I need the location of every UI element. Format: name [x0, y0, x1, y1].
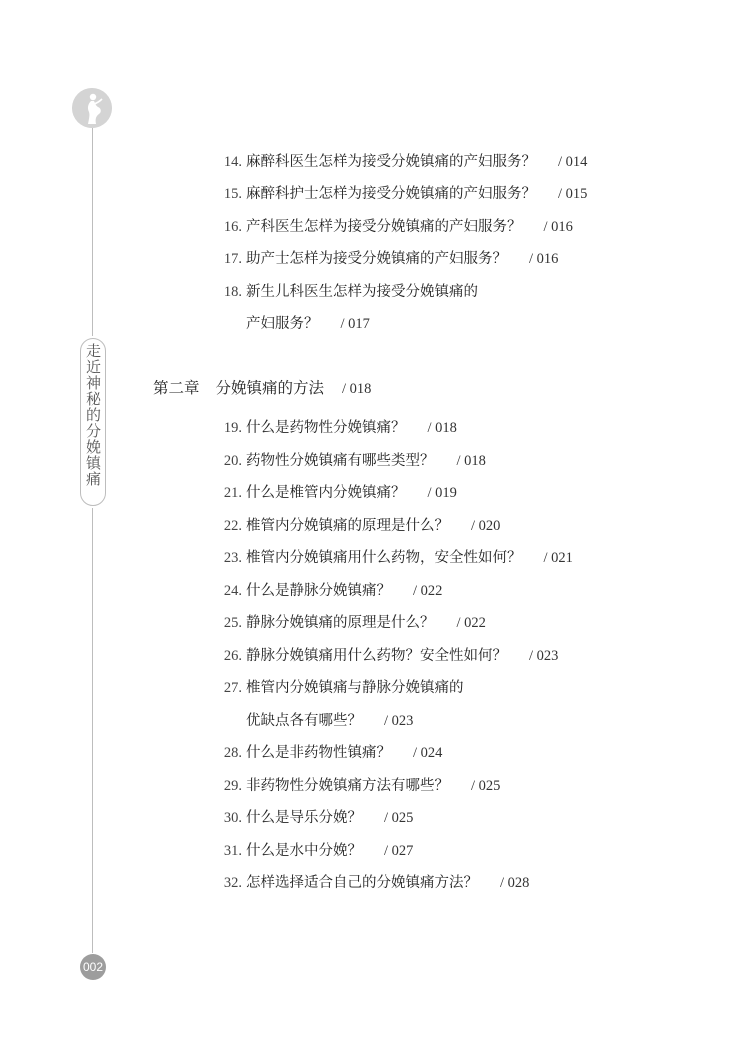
toc-entry-number: 25. — [223, 615, 242, 631]
toc-entry-page: / 023 — [529, 647, 559, 664]
toc-entry-number: 27. — [223, 680, 242, 696]
toc-entry-number: 28. — [223, 745, 242, 761]
book-title-text: 走近神秘的分娩镇痛 — [84, 343, 102, 487]
toc-entry-number: 22. — [223, 517, 242, 534]
chapter-page: / 018 — [342, 381, 372, 397]
toc-entry-number: 20. — [223, 452, 242, 469]
toc-entry-title: 产科医生怎样为接受分娩镇痛的产妇服务？ — [246, 218, 522, 235]
chapter-name: 分娩镇痛的方法 — [215, 379, 325, 397]
toc-entry-title: 优缺点各有哪些？ — [246, 712, 362, 729]
toc-entry-title: 非药物性分娩镇痛方法有哪些？ — [246, 777, 449, 794]
toc-entry-text — [246, 678, 486, 698]
toc-entry-title: 怎样选择适合自己的分娩镇痛方法？ — [246, 875, 478, 891]
toc-entry-number: 19. — [223, 420, 242, 436]
toc-entry-number: 16. — [223, 218, 242, 235]
toc-entry-title: 麻醉科护士怎样为接受分娩镇痛的产妇服务？ — [246, 186, 536, 203]
toc-entry-title: 静脉分娩镇痛用什么药物？安全性如何？ — [246, 647, 507, 664]
toc-entry-page: / 016 — [529, 251, 559, 268]
toc-entry-text — [246, 314, 370, 334]
toc-entry-title: 椎管内分娩镇痛的原理是什么？ — [246, 517, 449, 534]
toc-entry-text — [246, 743, 442, 763]
toc-entry-page: / 017 — [340, 316, 370, 332]
toc-entry-number: 23. — [223, 550, 242, 566]
toc-entry-page: / 023 — [384, 712, 414, 729]
toc-entry-title: 什么是静脉分娩镇痛？ — [246, 582, 391, 599]
toc-entry-number: 21. — [223, 485, 242, 501]
toc-entry-number: 31. — [223, 842, 242, 859]
toc-entry-page: / 019 — [427, 485, 457, 501]
toc-entry-number: 14. — [223, 154, 242, 170]
toc-entry-text — [246, 282, 500, 302]
toc-entry-text — [246, 249, 558, 269]
toc-entry-title: 什么是水中分娩？ — [246, 842, 362, 859]
sidebar-line-top — [92, 128, 93, 336]
toc-entry-title: 助产士怎样为接受分娩镇痛的产妇服务？ — [246, 251, 507, 268]
toc-entry-title: 什么是椎管内分娩镇痛？ — [246, 485, 406, 501]
toc-entry-text — [246, 808, 413, 828]
toc-entry-text — [246, 613, 486, 633]
toc-entry-title: 什么是非药物性镇痛？ — [246, 745, 391, 761]
toc-entry-page: / 016 — [543, 218, 573, 235]
toc-entry-text — [246, 776, 500, 796]
toc-entry-text — [246, 516, 500, 536]
book-title-vertical — [80, 338, 106, 506]
toc-entry-title: 什么是导乐分娩？ — [246, 810, 362, 826]
toc-entry-text — [246, 483, 457, 503]
sidebar-line-bottom — [92, 508, 93, 953]
toc-entry-page: / 014 — [558, 154, 588, 170]
toc-entry-text — [246, 418, 457, 438]
toc-entry-page: / 025 — [384, 810, 414, 826]
toc-entry-number: 24. — [223, 582, 242, 599]
toc-entry-title: 椎管内分娩镇痛与静脉分娩镇痛的 — [246, 680, 464, 696]
pregnant-woman-logo-icon — [72, 88, 112, 128]
toc-entry-page: / 018 — [456, 452, 486, 469]
toc-entry-number: 18. — [223, 283, 242, 300]
toc-entry-title: 静脉分娩镇痛的原理是什么？ — [246, 615, 435, 631]
toc-entry-page: / 018 — [427, 420, 457, 436]
toc-entry-title: 麻醉科医生怎样为接受分娩镇痛的产妇服务？ — [246, 154, 536, 170]
toc-entry-text — [246, 841, 413, 861]
toc-entry-text — [246, 581, 442, 601]
toc-entry-page: / 020 — [471, 517, 501, 534]
toc-entry-page: / 028 — [500, 875, 530, 891]
toc-entry-text — [246, 152, 587, 172]
page-number-badge — [80, 954, 106, 980]
chapter-label: 第二章 — [153, 379, 200, 397]
toc-entry-number: 17. — [223, 251, 242, 268]
toc-entry-text — [246, 184, 587, 204]
toc-entry-title: 药物性分娩镇痛有哪些类型？ — [246, 452, 435, 469]
toc-entry-page: / 022 — [456, 615, 486, 631]
toc-entry-number: 15. — [223, 186, 242, 203]
toc-entry-number: 32. — [223, 875, 242, 891]
toc-entry-number: 29. — [223, 777, 242, 794]
toc-entry-text — [246, 711, 413, 731]
toc-entry-page: / 025 — [471, 777, 501, 794]
toc-entry-number: 26. — [223, 647, 242, 664]
toc-entry-page: / 024 — [413, 745, 443, 761]
toc-entry-text — [246, 217, 573, 237]
toc-entry-text — [246, 548, 573, 568]
toc-entry-text — [246, 451, 486, 471]
toc-entry-page: / 015 — [558, 186, 588, 203]
toc-entry-page: / 027 — [384, 842, 414, 859]
chapter-heading[interactable] — [153, 378, 371, 399]
toc-entry-title: 什么是药物性分娩镇痛？ — [246, 420, 406, 436]
toc-entry-title: 新生儿科医生怎样为接受分娩镇痛的 — [246, 283, 478, 300]
toc-entry-title: 椎管内分娩镇痛用什么药物，安全性如何？ — [246, 550, 522, 566]
toc-entry-page: / 022 — [413, 582, 443, 599]
toc-entry-title: 产妇服务？ — [246, 316, 319, 332]
page-number-text: 002 — [82, 960, 104, 974]
toc-entry-text — [246, 873, 529, 893]
toc-entry-number: 30. — [223, 810, 242, 826]
toc-entry-text — [246, 646, 558, 666]
toc-entry-page: / 021 — [543, 550, 573, 566]
